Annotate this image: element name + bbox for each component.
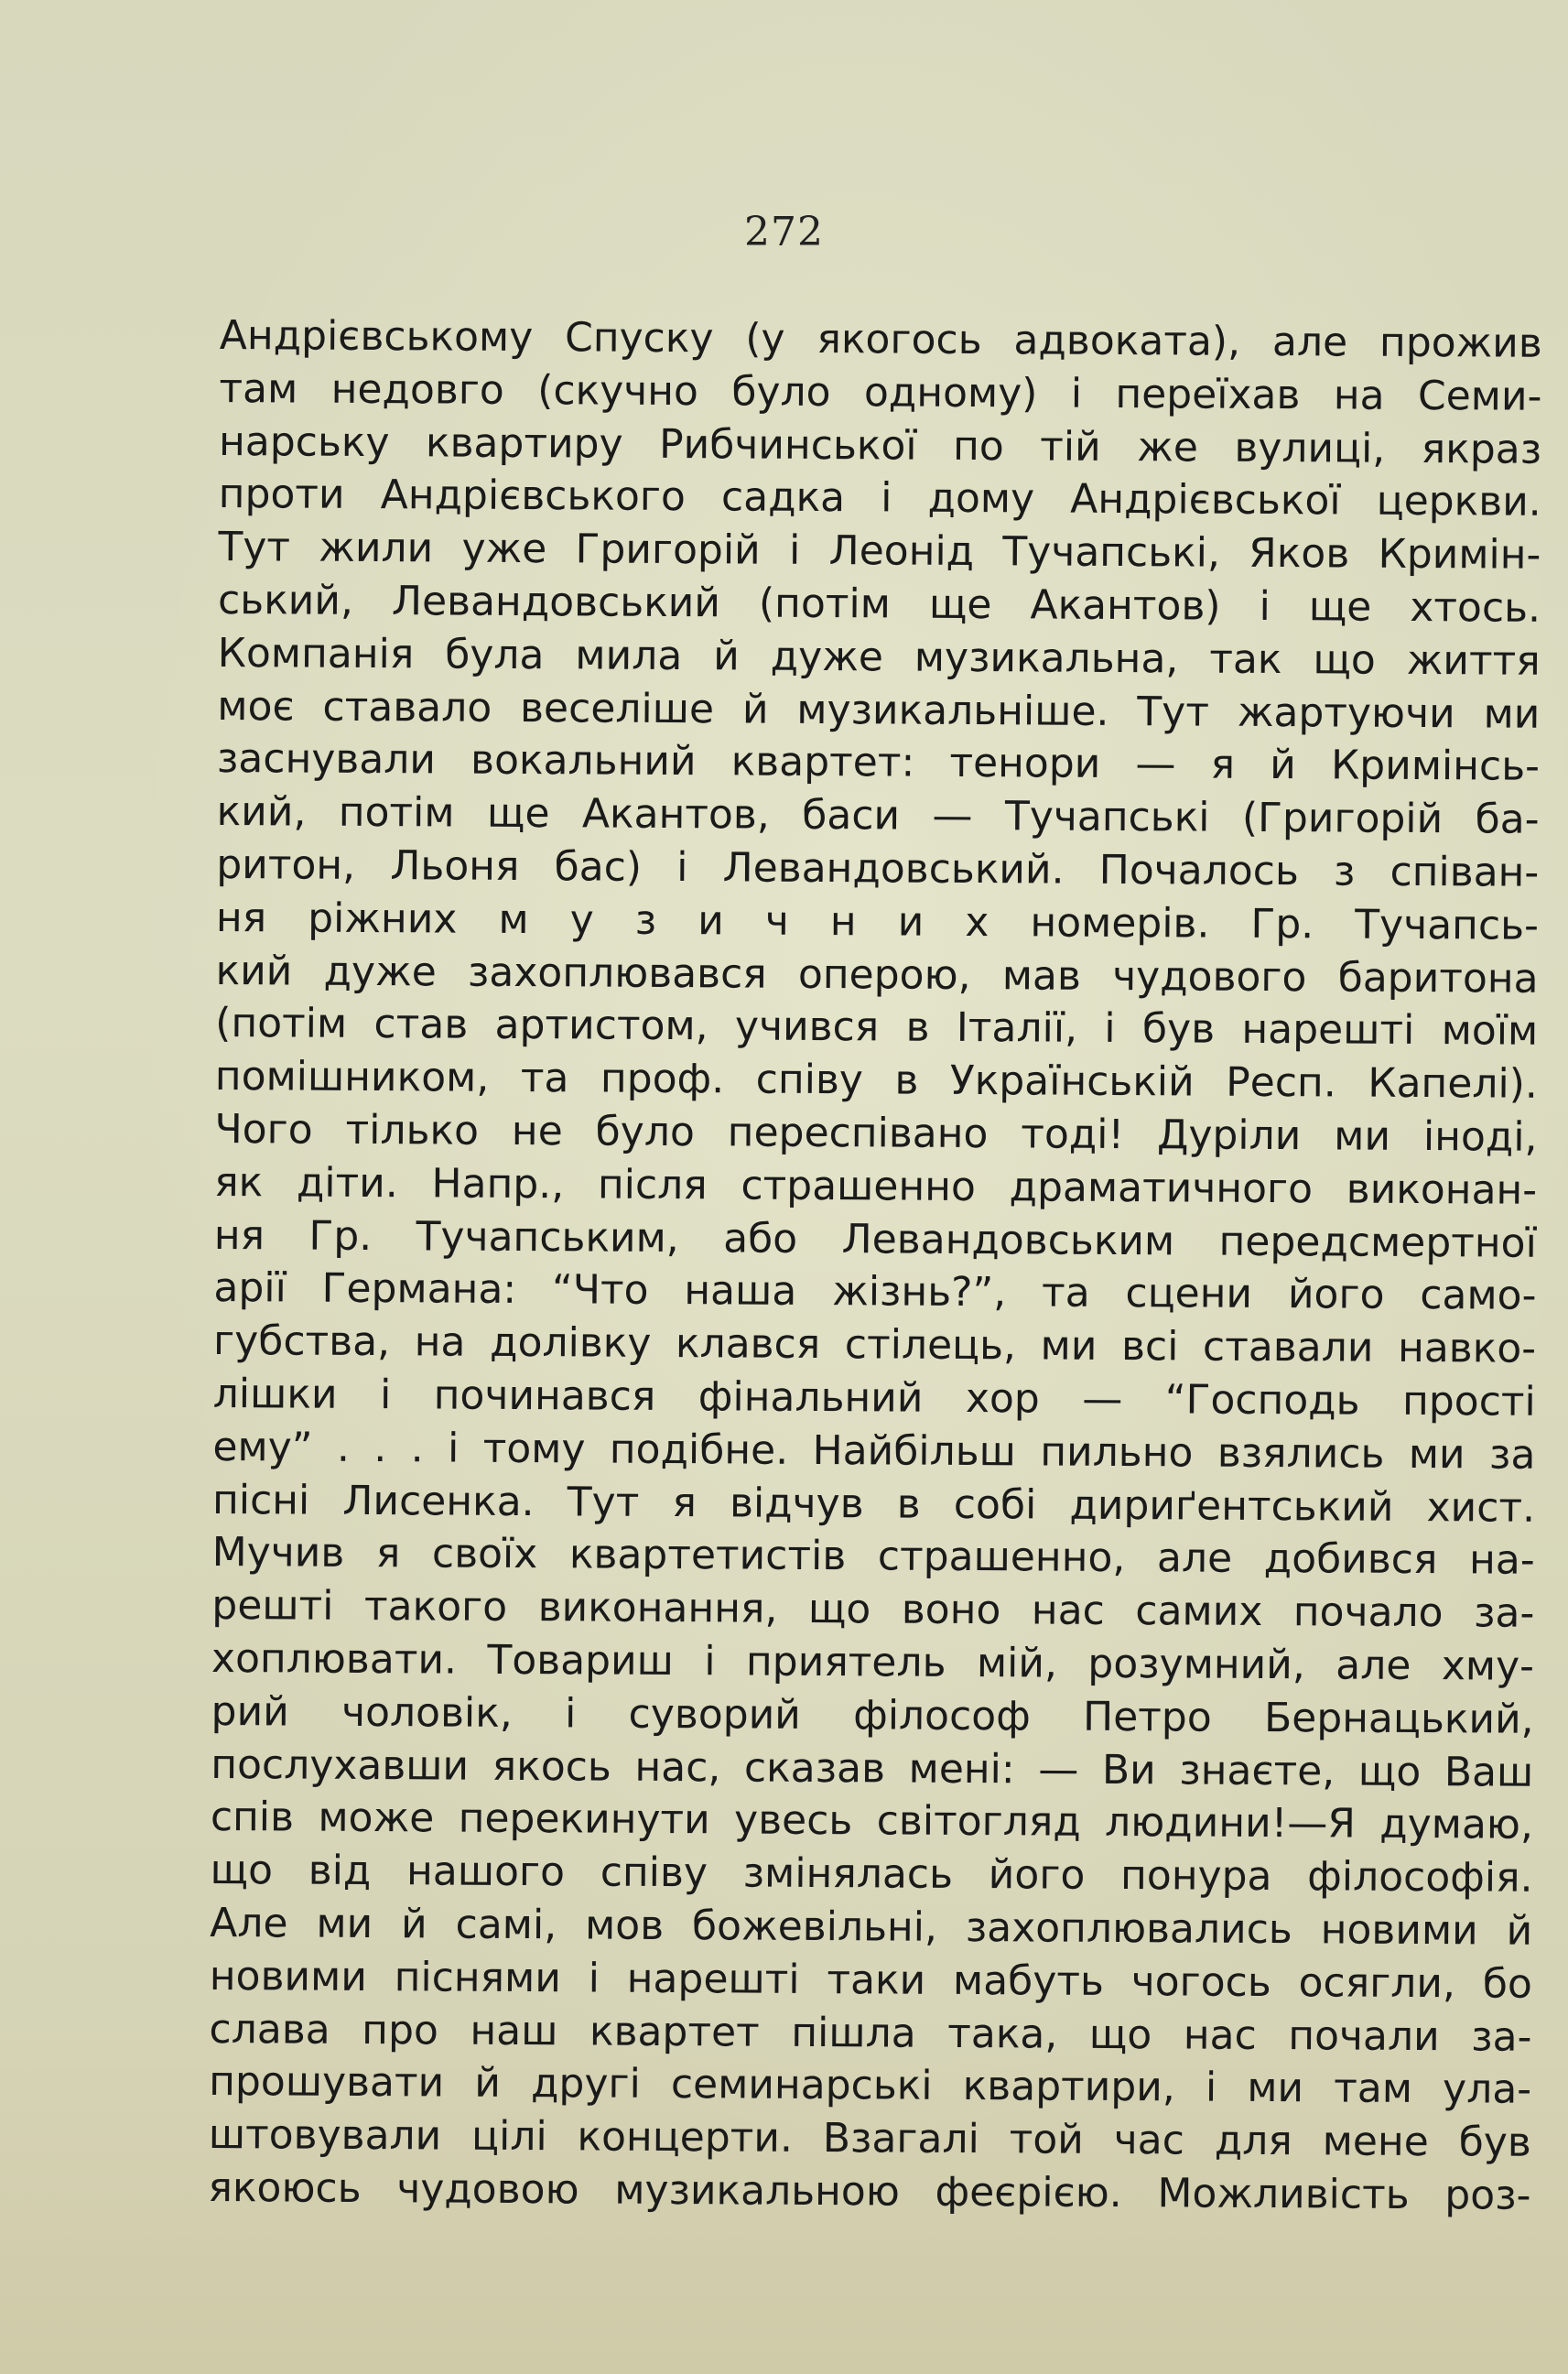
text-line: спів може перекинути увесь світогляд людини!—Я думаю, bbox=[210, 1794, 1534, 1849]
text-line: Тут жили уже Григорій і Леонід Тучапські, Яков Кримін- bbox=[218, 524, 1541, 580]
text-line: кий дуже захоплювався оперою, мав чудового баритона bbox=[215, 947, 1539, 1003]
text-line: ритон, Льоня бас) і Левандовський. Почалось з співан- bbox=[216, 840, 1540, 896]
text-line: проти Андрієвського садка і дому Андрієвської церкви. bbox=[218, 471, 1541, 526]
text-line: штовували цілі концерти. Взагалі той час для мене був bbox=[208, 2111, 1531, 2166]
text-line: рий чоловік, і суворий філософ Петро Бернацький, bbox=[211, 1687, 1534, 1743]
text-line: Мучив я своїх квартетистів страшенно, але добився на- bbox=[211, 1529, 1535, 1585]
text-line: ня Гр. Тучапським, або Левандовським передсмертної bbox=[213, 1211, 1537, 1267]
text-line: решті такого виконання, що воно нас самих почало за- bbox=[211, 1582, 1535, 1637]
text-line: арії Германа: “Что наша жізнь?”, та сцени його само- bbox=[213, 1264, 1537, 1320]
text-line: ський, Левандовський (потім ще Акантов) і ще хтось. bbox=[217, 576, 1541, 632]
text-line: якоюсь чудовою музикальною феєрією. Можливість роз- bbox=[208, 2163, 1531, 2219]
text-line: Чого тілько не було переспівано тоді! Дуріли ми іноді, bbox=[214, 1105, 1538, 1161]
text-line: прошувати й другі семинарські квартири, і ми там ула- bbox=[209, 2058, 1532, 2114]
text-line: кий, потім ще Акантов, баси — Тучапські (Григорій ба- bbox=[216, 788, 1540, 843]
text-line: ня ріжних м у з и ч н и х номерів. Гр. Тучапсь- bbox=[215, 894, 1540, 949]
text-line: (потім став артистом, учився в Італії, і був нарешті моїм bbox=[215, 1000, 1539, 1056]
text-line: хоплювати. Товариш і приятель мій, розумний, але хму- bbox=[211, 1634, 1535, 1690]
text-line: слава про наш квартет пішла така, що нас почали за- bbox=[209, 2005, 1532, 2061]
text-line: Але ми й самі, мов божевільні, захоплювались новими й bbox=[210, 1899, 1533, 1955]
text-line: заснували вокальний квартет: тенори — я й Кримінсь- bbox=[216, 735, 1541, 791]
text-line: як діти. Напр., після страшенно драматичного виконан- bbox=[214, 1158, 1538, 1214]
text-line: губства, на долівку клався стілець, ми всі ставали навко- bbox=[212, 1317, 1537, 1372]
text-line: Андрієвському Спуску (у якогось адвоката), але прожив bbox=[219, 311, 1542, 367]
text-line: пісні Лисенка. Тут я відчув в собі дириґентський хист. bbox=[211, 1476, 1536, 1532]
text-line: нарську квартиру Рибчинської по тій же вулиці, якраз bbox=[218, 417, 1542, 473]
text-line: послухавши якось нас, сказав мені: — Ви знаєте, що Ваш bbox=[211, 1740, 1534, 1796]
text-line: там недовго (скучно було одному) і переїхав на Семи- bbox=[219, 364, 1542, 420]
text-line: моє ставало веселіше й музикальніше. Тут жартуючи ми bbox=[217, 682, 1541, 738]
text-line: лішки і починався фінальний хор — “Господь прості bbox=[212, 1370, 1536, 1425]
text-line: ему” . . . і тому подібне. Найбільш пильно взялись ми за bbox=[212, 1423, 1536, 1479]
text-line: новими піснями і нарешті таки мабуть чогось осягли, бо bbox=[209, 1952, 1533, 2008]
text-line: Компанія була мила й дуже музикальна, так що життя bbox=[217, 629, 1541, 685]
page-number: 272 bbox=[744, 209, 824, 255]
page-text bbox=[208, 309, 1542, 2222]
text-line: помішником, та проф. співу в Українській Респ. Капелі). bbox=[214, 1053, 1539, 1108]
text-line: що від нашого співу змінялась його понура філософія. bbox=[210, 1847, 1533, 1902]
